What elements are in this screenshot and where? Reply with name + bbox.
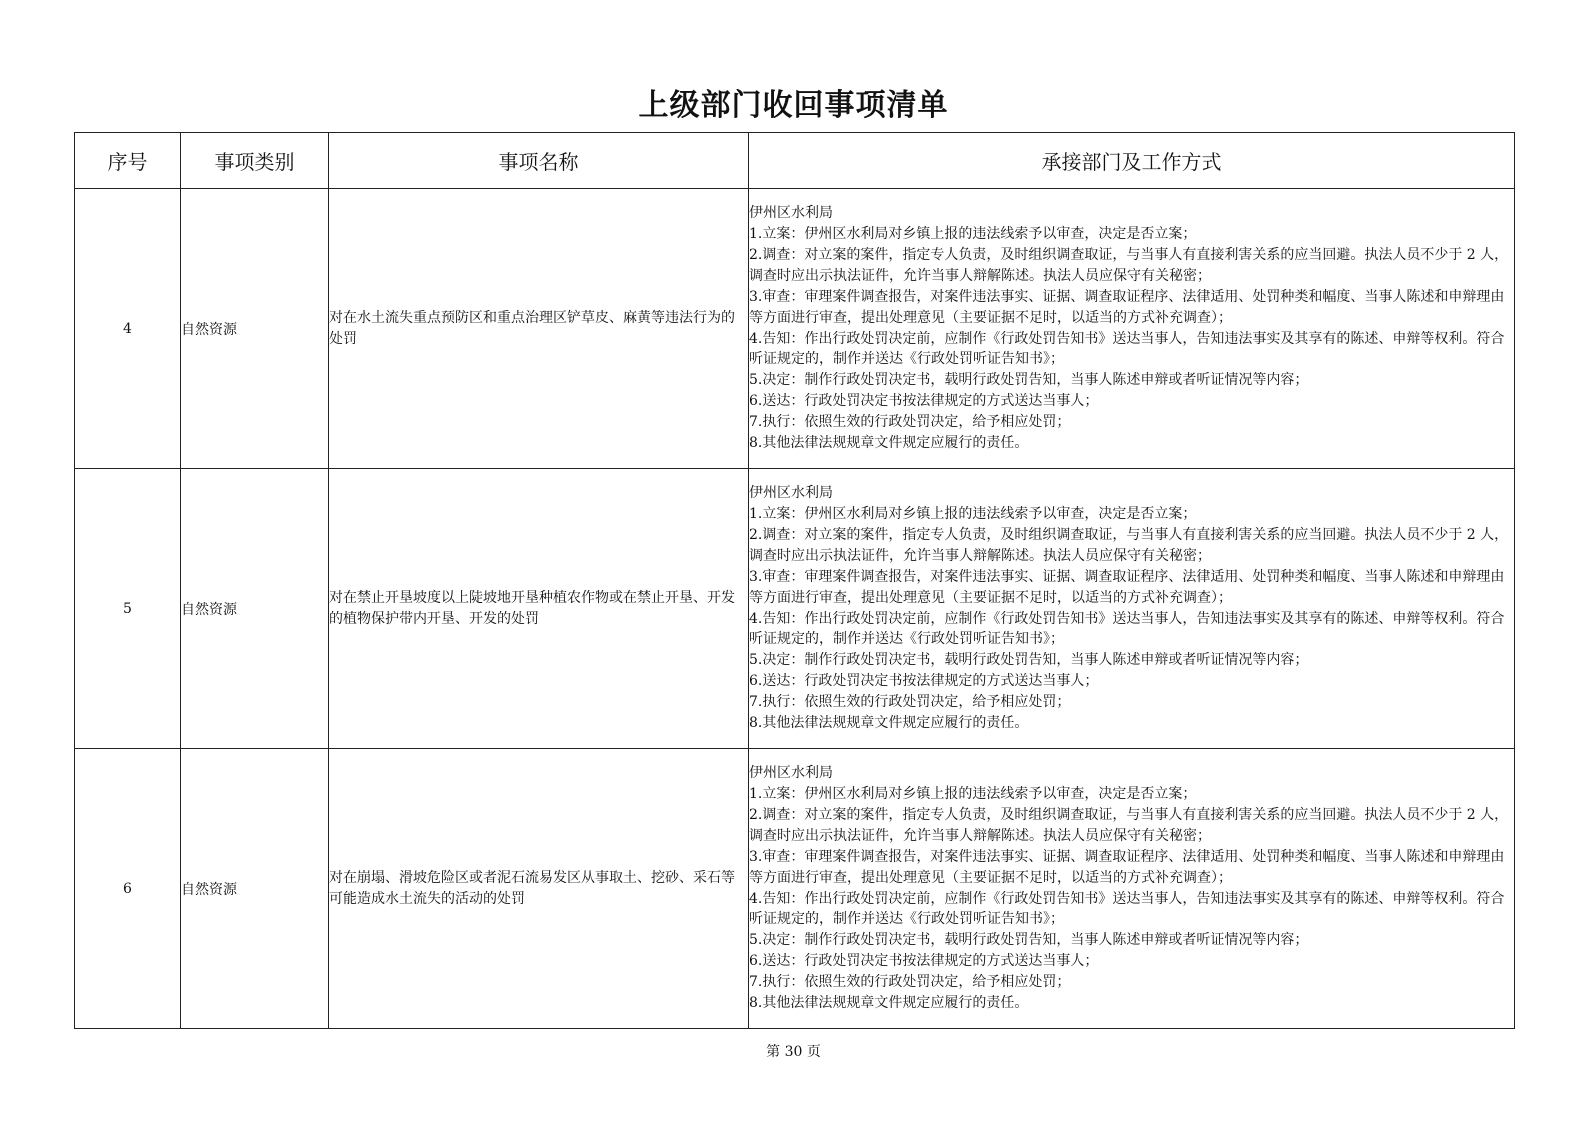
method-step: 8.其他法律法规规章文件规定应履行的责任。 — [749, 995, 1029, 1012]
header-no: 序号 — [75, 133, 181, 189]
method-step: 5.决定：制作行政处罚决定书，载明行政处罚告知，当事人陈述申辩或者听证情况等内容； — [749, 372, 1309, 389]
row-method — [749, 749, 1515, 1029]
header-name: 事项名称 — [329, 133, 749, 189]
row-category: 自然资源 — [181, 469, 329, 749]
row-method — [749, 469, 1515, 749]
method-department: 伊州区水利局 — [749, 765, 833, 782]
method-step: 8.其他法律法规规章文件规定应履行的责任。 — [749, 715, 1029, 732]
method-step: 6.送达：行政处罚决定书按法律规定的方式送达当事人； — [749, 953, 1099, 970]
header-category: 事项类别 — [181, 133, 329, 189]
method-step: 7.执行：依照生效的行政处罚决定，给予相应处罚； — [749, 414, 1071, 431]
method-step: 5.决定：制作行政处罚决定书，载明行政处罚告知，当事人陈述申辩或者听证情况等内容； — [749, 932, 1309, 949]
method-step: 4.告知：作出行政处罚决定前，应制作《行政处罚告知书》送达当事人，告知违法事实及其享有的陈述、申辩等权利。符合听证规定的，制作并送达《行政处罚听证告知书》； — [749, 330, 1505, 368]
row-name: 对在禁止开垦坡度以上陡坡地开垦种植农作物或在禁止开垦、开发的植物保护带内开垦、开发的处罚 — [329, 469, 749, 749]
method-step: 4.告知：作出行政处罚决定前，应制作《行政处罚告知书》送达当事人，告知违法事实及其享有的陈述、申辩等权利。符合听证规定的，制作并送达《行政处罚听证告知书》； — [749, 890, 1505, 928]
row-no: 5 — [75, 469, 181, 749]
method-step: 2.调查：对立案的案件，指定专人负责，及时组织调查取证，与当事人有直接利害关系的应当回避。执法人员不少于 2 人，调查时应出示执法证件，允许当事人辩解陈述。执法人员应保守有关秘密； — [749, 526, 1509, 564]
method-step: 1.立案：伊州区水利局对乡镇上报的违法线索予以审查，决定是否立案； — [749, 785, 1197, 802]
method-step: 8.其他法律法规规章文件规定应履行的责任。 — [749, 435, 1029, 452]
row-name: 对在水土流失重点预防区和重点治理区铲草皮、麻黄等违法行为的处罚 — [329, 189, 749, 469]
table-row — [75, 469, 1515, 749]
method-step: 1.立案：伊州区水利局对乡镇上报的违法线索予以审查，决定是否立案； — [749, 505, 1197, 522]
row-category: 自然资源 — [181, 749, 329, 1029]
method-step: 3.审查：审理案件调查报告，对案件违法事实、证据、调查取证程序、法律适用、处罚种类和幅度、当事人陈述和申辩理由等方面进行审查，提出处理意见（主要证据不足时，以适当的方式补充调查）； — [749, 568, 1505, 606]
method-step: 4.告知：作出行政处罚决定前，应制作《行政处罚告知书》送达当事人，告知违法事实及其享有的陈述、申辩等权利。符合听证规定的，制作并送达《行政处罚听证告知书》； — [749, 610, 1505, 648]
page-title: 上级部门收回事项清单 — [638, 88, 949, 123]
method-department: 伊州区水利局 — [749, 485, 833, 502]
method-step: 3.审查：审理案件调查报告，对案件违法事实、证据、调查取证程序、法律适用、处罚种类和幅度、当事人陈述和申辩理由等方面进行审查，提出处理意见（主要证据不足时，以适当的方式补充调查）； — [749, 288, 1505, 326]
method-step: 2.调查：对立案的案件，指定专人负责，及时组织调查取证，与当事人有直接利害关系的应当回避。执法人员不少于 2 人，调查时应出示执法证件，允许当事人辩解陈述。执法人员应保守有关秘密； — [749, 806, 1509, 844]
row-no: 4 — [75, 189, 181, 469]
method-step: 5.决定：制作行政处罚决定书，载明行政处罚告知，当事人陈述申辩或者听证情况等内容； — [749, 652, 1309, 669]
table-row — [75, 749, 1515, 1029]
method-step: 7.执行：依照生效的行政处罚决定，给予相应处罚； — [749, 974, 1071, 991]
page-number: 第 30 页 — [766, 1044, 821, 1060]
items-table — [74, 132, 1515, 1029]
row-method — [749, 189, 1515, 469]
method-step: 2.调查：对立案的案件，指定专人负责，及时组织调查取证，与当事人有直接利害关系的应当回避。执法人员不少于 2 人，调查时应出示执法证件，允许当事人辩解陈述。执法人员应保守有关秘密； — [749, 246, 1509, 284]
row-no: 6 — [75, 749, 181, 1029]
row-name: 对在崩塌、滑坡危险区或者泥石流易发区从事取土、挖砂、采石等可能造成水土流失的活动的处罚 — [329, 749, 749, 1029]
header-method: 承接部门及工作方式 — [749, 133, 1515, 189]
table-row — [75, 189, 1515, 469]
method-step: 6.送达：行政处罚决定书按法律规定的方式送达当事人； — [749, 393, 1099, 410]
method-step: 6.送达：行政处罚决定书按法律规定的方式送达当事人； — [749, 673, 1099, 690]
row-category: 自然资源 — [181, 189, 329, 469]
method-step: 3.审查：审理案件调查报告，对案件违法事实、证据、调查取证程序、法律适用、处罚种类和幅度、当事人陈述和申辩理由等方面进行审查，提出处理意见（主要证据不足时，以适当的方式补充调查）； — [749, 848, 1505, 886]
method-step: 7.执行：依照生效的行政处罚决定，给予相应处罚； — [749, 694, 1071, 711]
method-department: 伊州区水利局 — [749, 205, 833, 222]
method-step: 1.立案：伊州区水利局对乡镇上报的违法线索予以审查，决定是否立案； — [749, 225, 1197, 242]
table-header-row — [75, 133, 1515, 189]
